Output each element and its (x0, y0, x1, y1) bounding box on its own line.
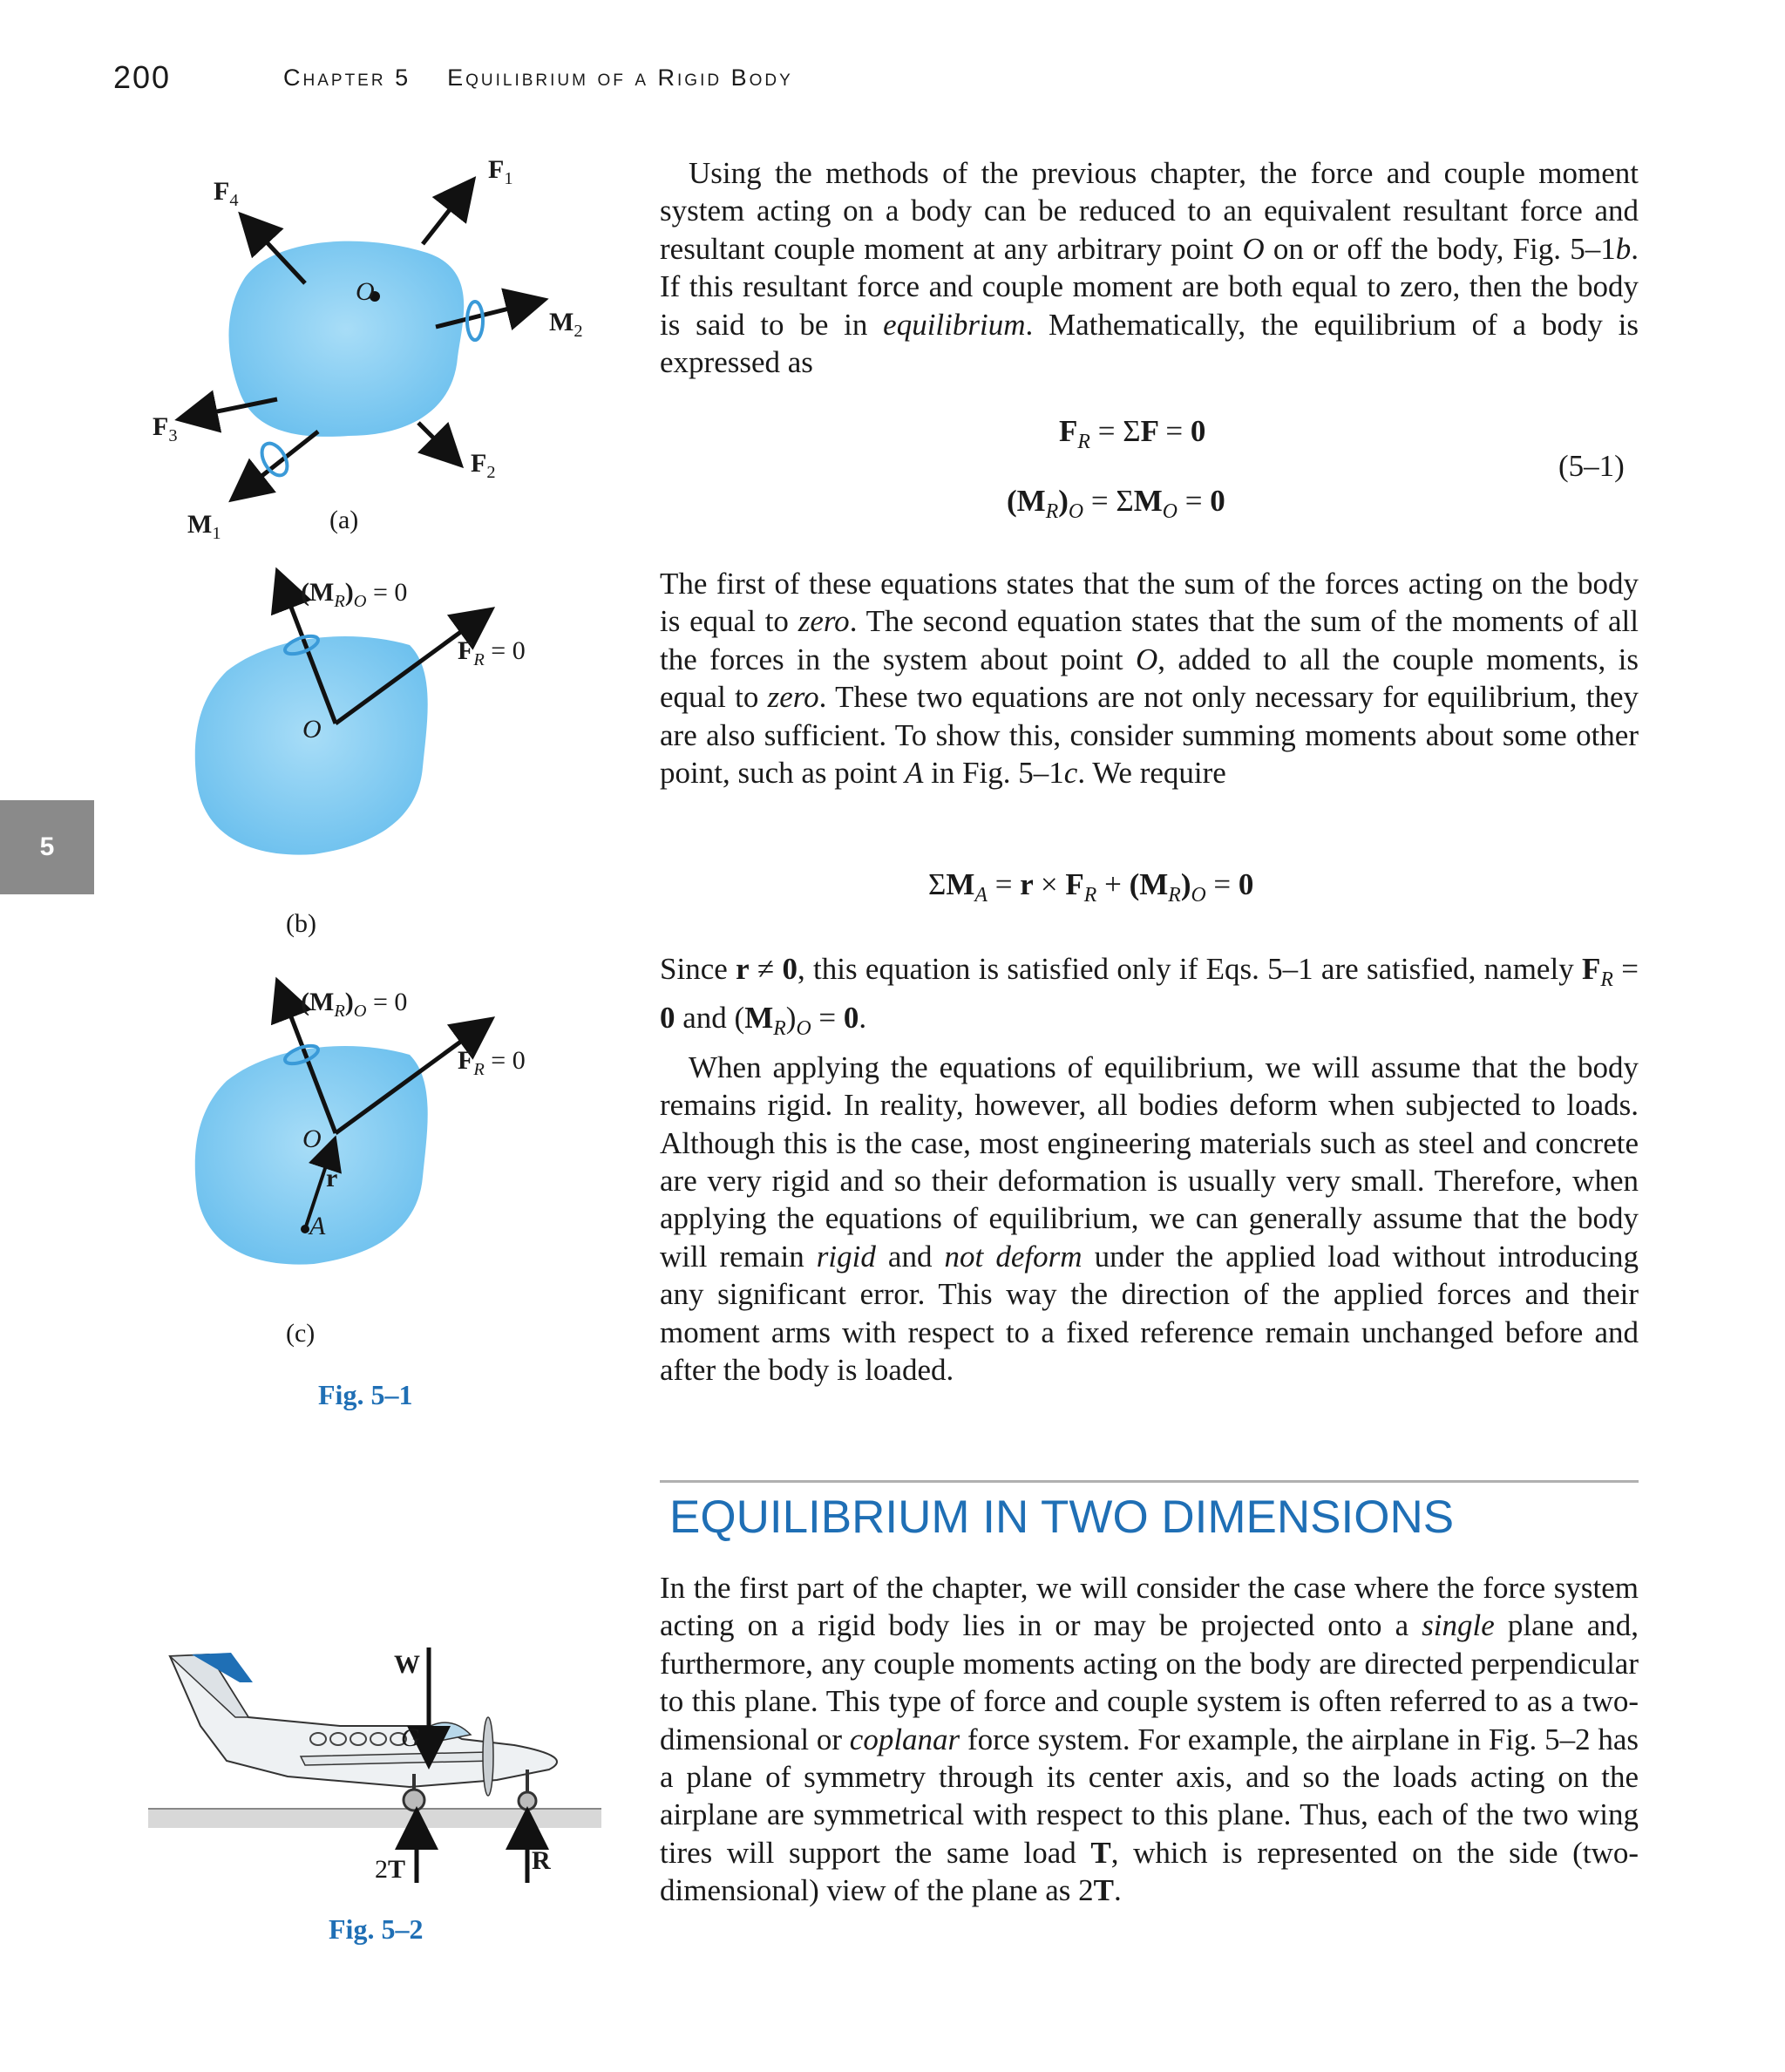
label-f2: $F_2$ (471, 449, 496, 482)
label-a: A (309, 1212, 326, 1240)
label-m2: $M_2$ (549, 308, 583, 341)
label-w: W (394, 1650, 420, 1679)
label-f4: $F_4$ (214, 177, 239, 210)
label-fr-zero-c: $F_R = 0$ (458, 1046, 526, 1079)
label-mr-zero-c: $(M_R)_O = 0$ (301, 988, 408, 1021)
subfig-a-label: (a) (329, 506, 359, 534)
paragraph-2: The first of these equations states that the sum of the forces acting on the body is equal to zero. The second equation states that the sum of the moments of all the forces in the system about point O, added to all the couple moments, is equal to zero. These two equations are not only necessary for equilibrium, they are also sufficient. To show this, consider summing moments about some other point, such as point A in Fig. 5–1c. We require (660, 567, 1639, 791)
label-f3: $F_3$ (153, 412, 178, 445)
label-r: r (326, 1164, 338, 1192)
section-heading: EQUILIBRIUM IN TWO DIMENSIONS (669, 1491, 1455, 1543)
running-head (283, 65, 793, 92)
running-head-title: Equilibrium of a Rigid Body (447, 65, 793, 91)
paragraph-3: Since r ≠ 0, this equation is satisfied only if Eqs. 5–1 are satisfied, namely $F_R = 0$ and $(M_R)_O = 0$. When applying the equations of equilibrium, we will assume that the body remains rigid. In reality, however, all bodies deform when subjected to loads. Although this is the case, most engineering materials such as steel and concrete are very rigid and so their deformation is usually very small. Therefore, when applying the equations of equilibrium, we can generally assume that the body will remain rigid and not deform under the applied load without introducing any significant error. This way the direction of the applied forces and their moment arms with respect to a fixed reference remain unchanged before and after the body is loaded. (660, 952, 1639, 1388)
subfig-b-label: (b) (286, 909, 316, 938)
figure-5-2 (148, 1630, 601, 1883)
label-r-reaction: R (532, 1846, 551, 1875)
page-number: 200 (113, 59, 172, 95)
chapter-tab: 5 (0, 800, 94, 894)
figure-5-1-caption: Fig. 5–1 (318, 1379, 413, 1410)
equation-5-1b: $(M_R)_O = \Sigma M_O = 0$ (1007, 484, 1225, 523)
equation-number: (5–1) (1558, 449, 1625, 483)
label-m1: $M_1$ (187, 510, 221, 543)
running-head-chapter: Chapter 5 (283, 65, 411, 91)
paragraph-5: In the first part of the chapter, we will consider the case where the force system acting on a rigid body lies in or may be projected onto a single plane and, furthermore, any couple moments acting on the body are directed perpendicular to this plane. This type of force and couple system is often referred to as a two-dimensional or coplanar force system. For example, the airplane in Fig. 5–2 has a plane of symmetry through its center axis, and so the loads acting on the airplane are symmetrical with respect to this plane. Thus, each of the two wing tires will support the same load T, which is represented on the side (two-dimensional) view of the plane as 2T. (660, 1571, 1639, 1908)
figure-5-2-caption: Fig. 5–2 (329, 1913, 424, 1945)
label-o-c: O (302, 1124, 322, 1153)
equation-5-1a: $F_R = \Sigma F = 0$ (1059, 414, 1206, 453)
label-mr-zero-b: $(M_R)_O = 0$ (301, 578, 408, 611)
figure-5-1a (131, 148, 619, 558)
label-g: G (401, 1723, 420, 1752)
label-fr-zero-b: $F_R = 0$ (458, 636, 526, 669)
subfig-c-label: (c) (286, 1319, 316, 1348)
label-o-b: O (302, 715, 322, 744)
label-o-a: O (356, 277, 375, 306)
equation-moment-a: $\Sigma M_A = r \times F_R + (M_R)_O = 0$ (928, 867, 1254, 907)
label-2t: 2T (375, 1855, 406, 1884)
section-rule (660, 1480, 1639, 1483)
label-f1: $F_1$ (488, 155, 513, 188)
paragraph-1: Using the methods of the previous chapter, the force and couple moment system acting on a body can be reduced to an equivalent resultant force and resultant couple moment at any arbitrary point O on or off the body, Fig. 5–1b. If this resultant force and couple moment are both equal to zero, then the body is said to be in equilibrium. Mathematically, the equilibrium of a body is expressed as (660, 156, 1639, 380)
